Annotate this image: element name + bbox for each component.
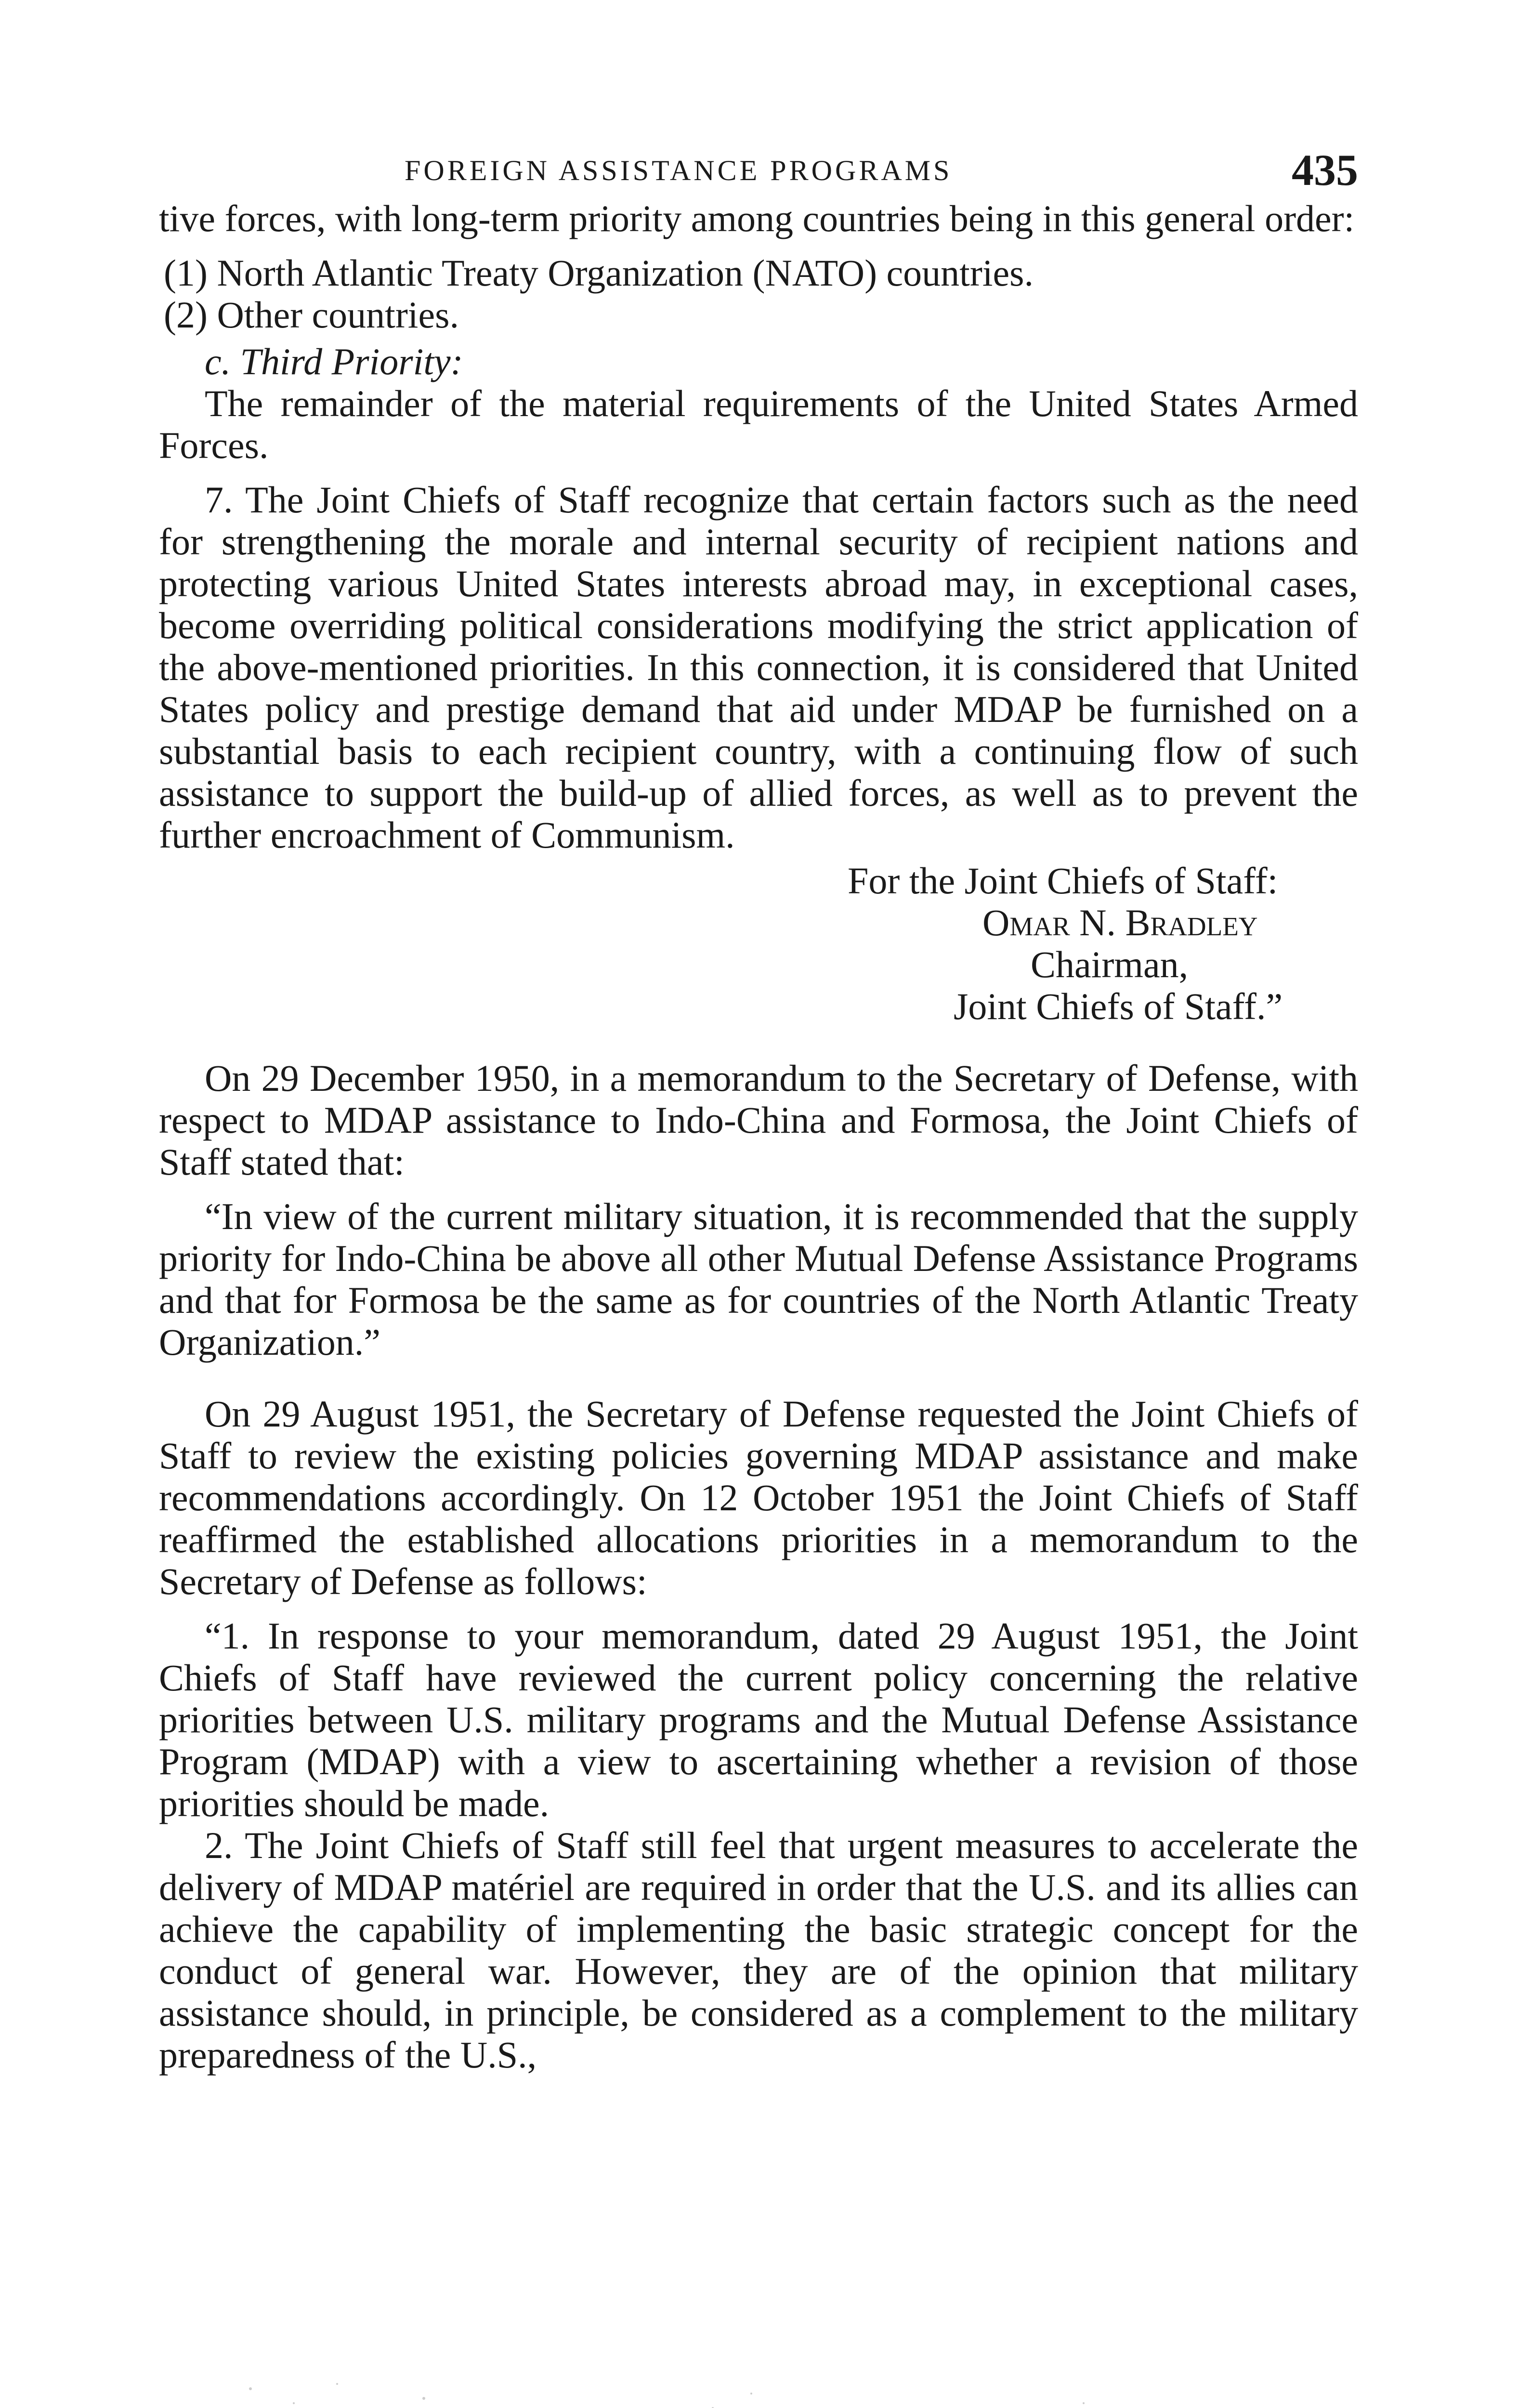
third-priority-heading: c. Third Priority: [205, 340, 463, 382]
paragraph-august-1951: On 29 August 1951, the Secretary of Defense requested the Joint Chiefs of Staff to review the existing policies governing MDAP assistance and make recommendations accordingly. On 12 October 1951 the Joint Chiefs of Staff reaffirmed the established allocations priorities in a memorandum to the Secretary of Defense as follows: [159, 1393, 1358, 1602]
signature-title: Chairman, [1031, 943, 1189, 985]
quote-item-1: “1. In response to your memorandum, dated 29 August 1951, the Joint Chiefs of Staff have reviewed the current policy concerning the relative priorities between U.S. military programs and the Mutual Defense Assistance Program (MDAP) with a view to ascertaining whether a revision of those priorities should be made. [159, 1615, 1358, 1824]
signature-org: Joint Chiefs of Staff.” [954, 985, 1283, 1027]
signature-for-line: For the Joint Chiefs of Staff: [848, 860, 1278, 902]
signature-name: Omar N. Bradley [982, 902, 1258, 943]
quote-december-1950: “In view of the current military situation, it is recommended that the supply priority for Indo-China be above all other Mutual Defense Assistance Programs and that for Formosa be the same as for countries of the North Atlantic Treaty Organization.” [159, 1195, 1358, 1363]
paragraph-7: 7. The Joint Chiefs of Staff recognize that certain factors such as the need for strengthening the morale and internal security of recipient nations and protecting various United States interests abroad may, in exceptional cases, become overriding political considerations modifying the strict application of the above-mentioned priorities. In this connection, it is considered that United States policy and prestige demand that aid under MDAP be furnished on a substantial basis to each recipient country, with a continuing flow of such assistance to support the build-up of allied forces, as well as to prevent the further encroachment of Communism. [159, 479, 1358, 856]
running-title: FOREIGN ASSISTANCE PROGRAMS [405, 155, 953, 186]
page-number: 435 [1292, 145, 1358, 195]
quote-item-2: 2. The Joint Chiefs of Staff still feel that urgent measures to accelerate the delivery of MDAP matériel are required in order that the U.S. and its allies can achieve the capability of implementing the basic strategic concept for the conduct of general war. However, they are of the opinion that military assistance should, in principle, be considered as a complement to the military preparedness of the U.S., [159, 1824, 1358, 2076]
list-item-other: (2) Other countries. [164, 294, 459, 336]
paragraph-december-1950: On 29 December 1950, in a memorandum to the Secretary of Defense, with respect to MDAP assistance to Indo-China and Formosa, the Joint Chiefs of Staff stated that: [159, 1057, 1358, 1183]
paragraph-continuation: tive forces, with long-term priority among countries being in this general order: [159, 197, 1355, 239]
list-item-nato: (1) North Atlantic Treaty Organization (NATO) countries. [164, 252, 1034, 294]
third-priority-text: The remainder of the material requirements of the United States Armed Forces. [159, 382, 1358, 466]
